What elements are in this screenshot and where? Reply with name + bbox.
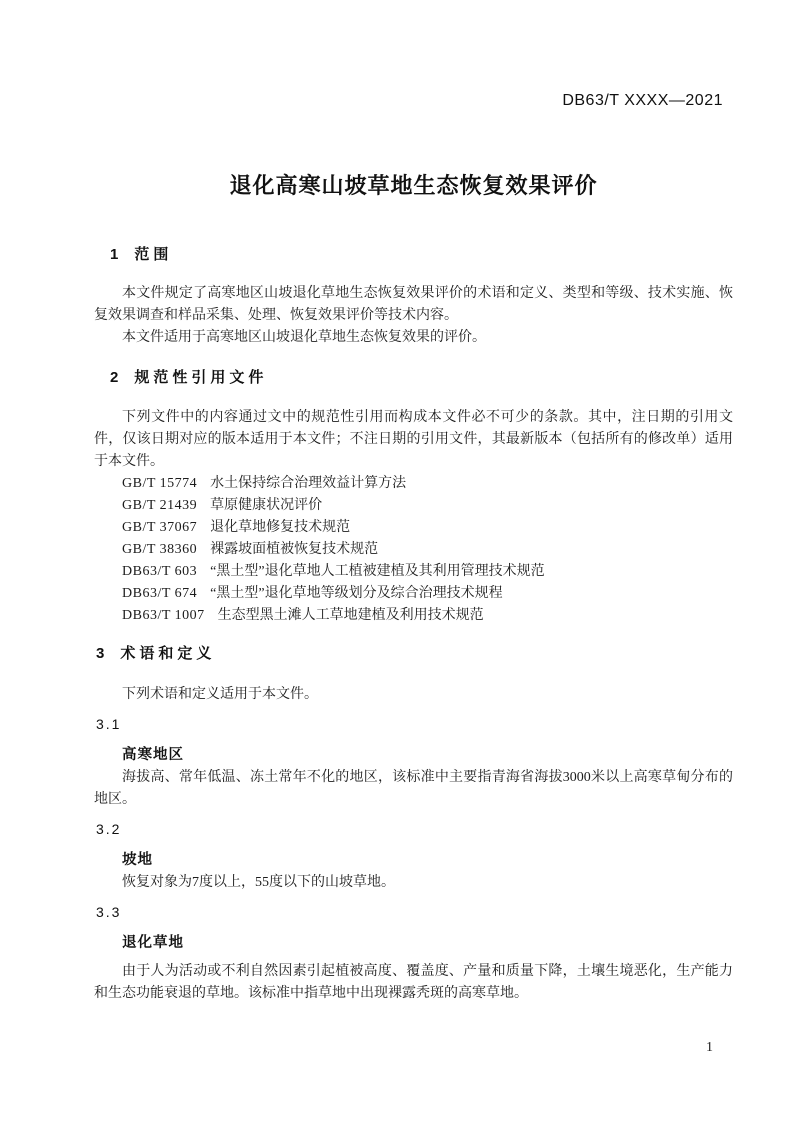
term-name: 坡地 (122, 852, 153, 868)
term-definition: 海拔高、常年低温、冻土常年不化的地区，该标准中主要指青海省海拔3000米以上高寒草甸分布的地区。 (94, 770, 733, 807)
reference-code: DB63/T 603 (122, 564, 198, 579)
term-number: 3.2 (96, 821, 122, 837)
reference-code: DB63/T 674 (122, 586, 198, 601)
clause-3-heading (96, 644, 733, 664)
clause-1-heading (110, 245, 733, 265)
standard-number: DB63/T XXXX—2021 (562, 92, 723, 109)
clause-2-number: 2 (110, 369, 119, 386)
scope-paragraph-1: 本文件规定了高寒地区山坡退化草地生态恢复效果评价的术语和定义、类型和等级、技术实施、恢复效果调查和样品采集、处理、恢复效果评价等技术内容。 (94, 286, 733, 323)
clause-1-number: 1 (110, 246, 119, 263)
reference-item (94, 517, 733, 539)
reference-item (94, 539, 733, 561)
reference-item (94, 495, 733, 517)
clause-3-title: 术语和定义 (120, 645, 216, 662)
term-block-3-1 (94, 714, 733, 811)
term-name: 高寒地区 (122, 747, 184, 763)
clause-2-heading (110, 368, 733, 388)
reference-title: “黑土型”退化草地人工植被建植及其利用管理技术规范 (210, 564, 545, 579)
reference-item (94, 561, 733, 583)
reference-title: 退化草地修复技术规范 (210, 520, 351, 535)
clause-1-title: 范围 (134, 246, 173, 263)
reference-item (94, 473, 733, 495)
term-number: 3.1 (96, 716, 122, 732)
reference-title: 裸露坡面植被恢复技术规范 (210, 542, 379, 557)
reference-title: 生态型黑土滩人工草地建植及利用技术规范 (217, 608, 484, 623)
reference-code: GB/T 37067 (122, 520, 198, 535)
term-name: 退化草地 (122, 935, 184, 951)
term-definition: 由于人为活动或不利自然因素引起植被高度、覆盖度、产量和质量下降，土壤生境恶化，生产能力和生态功能衰退的草地。该标准中指草地中出现裸露秃斑的高寒草地。 (94, 964, 733, 1001)
term-number: 3.3 (96, 904, 122, 920)
terms-intro: 下列术语和定义适用于本文件。 (122, 687, 318, 702)
reference-code: GB/T 21439 (122, 498, 198, 513)
term-block-3-2 (94, 819, 733, 894)
reference-title: 水土保持综合治理效益计算方法 (210, 476, 407, 491)
reference-code: GB/T 15774 (122, 476, 198, 491)
document-title: 退化高寒山坡草地生态恢复效果评价 (229, 173, 598, 198)
term-block-3-3 (94, 902, 733, 1005)
page-number: 1 (706, 1040, 713, 1055)
scope-paragraph-2: 本文件适用于高寒地区山坡退化草地生态恢复效果的评价。 (122, 330, 486, 345)
reference-item (94, 605, 733, 627)
clause-2-title: 规范性引用文件 (134, 369, 268, 386)
reference-code: GB/T 38360 (122, 542, 198, 557)
reference-item (94, 583, 733, 605)
reference-title: “黑土型”退化草地等级划分及综合治理技术规程 (210, 586, 503, 601)
term-definition: 恢复对象为7度以上，55度以下的山坡草地。 (122, 875, 395, 890)
normative-references-intro: 下列文件中的内容通过文中的规范性引用而构成本文件必不可少的条款。其中，注日期的引用文件，仅该日期对应的版本适用于本文件；不注日期的引用文件，其最新版本（包括所有的修改单）适用于本文件。 (94, 410, 733, 469)
reference-list (94, 473, 733, 627)
reference-title: 草原健康状况评价 (210, 498, 323, 513)
clause-3-number: 3 (96, 645, 105, 662)
reference-code: DB63/T 1007 (122, 608, 205, 623)
